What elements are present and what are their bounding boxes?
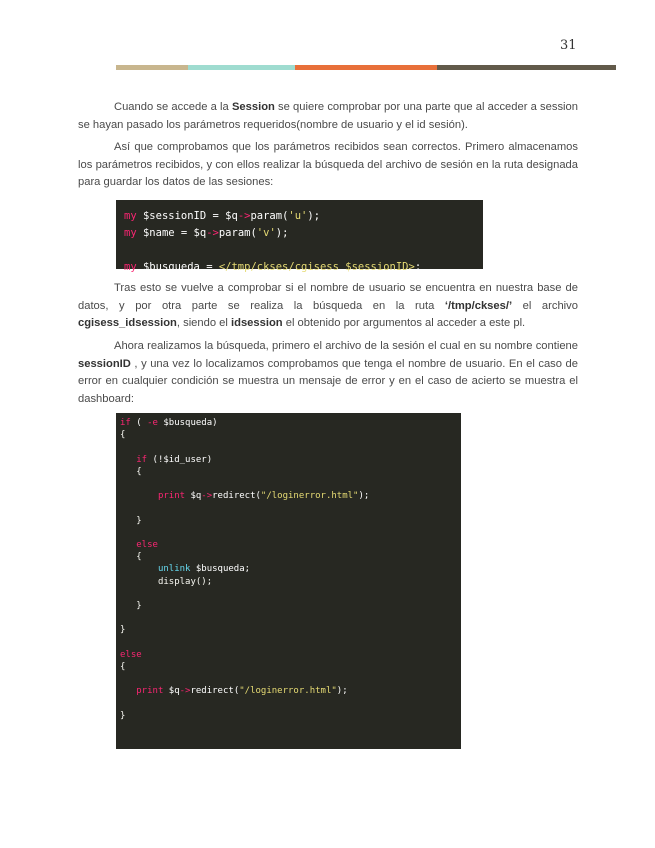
code-block-params xyxy=(116,200,483,273)
color-bar-segment-teal xyxy=(188,65,295,70)
color-bar-segment-tan xyxy=(116,65,188,70)
code2-line-9: unlink $busqueda; xyxy=(157,564,251,575)
code2-line-8: { xyxy=(136,552,142,563)
code2-line-14: { xyxy=(120,662,126,673)
p1-bold-session: Session xyxy=(231,101,275,113)
code1-line-2: my $name = $q->param('v'); xyxy=(124,227,289,239)
code2-line-5: print $q->redirect("/loginerror.html"); xyxy=(157,491,370,502)
code1-line-1: my $sessionID = $q->param('u'); xyxy=(124,210,321,222)
color-bar-segment-dark xyxy=(437,65,616,70)
code2-line-3: if (!$id_user) xyxy=(136,454,213,465)
code2-line-7: else xyxy=(136,540,158,551)
code2-line-12: } xyxy=(120,625,126,636)
code2-line-6: } xyxy=(136,515,142,526)
code1-blank-line xyxy=(124,242,475,259)
code2-line-15: print $q->redirect("/loginerror.html"); xyxy=(136,686,348,697)
paragraph-params-check xyxy=(78,139,578,192)
code1-line-3: my $busqueda = </tmp/ckses/cgisess $sessionID>; xyxy=(124,261,422,273)
p2-text-1: Así que comprobamos que los parámetros recibidos sean correctos. Primero almacenamos los parámetros recibidos, y con ellos realizar la búsqueda del archivo de sesión en la ruta designada para guardar los datos de las sesiones: xyxy=(78,141,578,188)
code2-line-2: { xyxy=(120,430,126,441)
code2-line-11: } xyxy=(136,601,142,612)
code2-line-1: if ( -e $busqueda) xyxy=(120,418,218,428)
p3-text-3: , siendo el xyxy=(176,317,231,329)
paragraph-username-check xyxy=(78,280,578,333)
p3-bold-path: ‘/tmp/ckses/’ xyxy=(444,299,513,312)
header-color-bar xyxy=(116,65,616,70)
color-bar-segment-orange xyxy=(295,65,437,70)
p4-bold-sessionid: sessionID xyxy=(78,357,131,370)
p3-text-4: el obtenido por argumentos al acceder a este pl. xyxy=(282,317,526,329)
p1-text-1: Cuando se accede a la xyxy=(114,101,232,113)
p4-text-2: , y una vez lo localizamos comprobamos que tenga el nombre de usuario. En el caso de error en cualquier condición se muestra un mensaje de error y en el caso de acierto se muestra el dashboard: xyxy=(78,357,578,405)
p3-bold-file: cgisess_idsession xyxy=(78,317,177,329)
p3-text-2: el archivo xyxy=(512,299,578,312)
p4-text-1: Ahora realizamos la búsqueda, primero el archivo de la sesión el cual en su nombre contiene xyxy=(114,340,578,352)
code-block-search xyxy=(116,413,461,749)
code2-line-10: display(); xyxy=(157,576,213,587)
page-number: 31 xyxy=(560,38,577,53)
p1-text-2: se quiere comprobar por una parte que al acceder a session se hayan pasado los parámetros requeridos(nombre de usuario y el id sesión). xyxy=(78,101,578,131)
paragraph-search-session xyxy=(78,338,578,408)
p3-text-1: Tras esto se vuelve a comprobar si el nombre de usuario se encuentra en nuestra base de datos, y por otra parte se realiza la búsqueda en la ruta xyxy=(78,282,578,312)
code2-line-4: { xyxy=(136,466,142,477)
code2-line-16: } xyxy=(120,710,126,721)
code2-line-13: else xyxy=(120,649,142,660)
paragraph-session-intro xyxy=(78,99,578,134)
p3-bold-idsession: idsession xyxy=(231,317,283,329)
